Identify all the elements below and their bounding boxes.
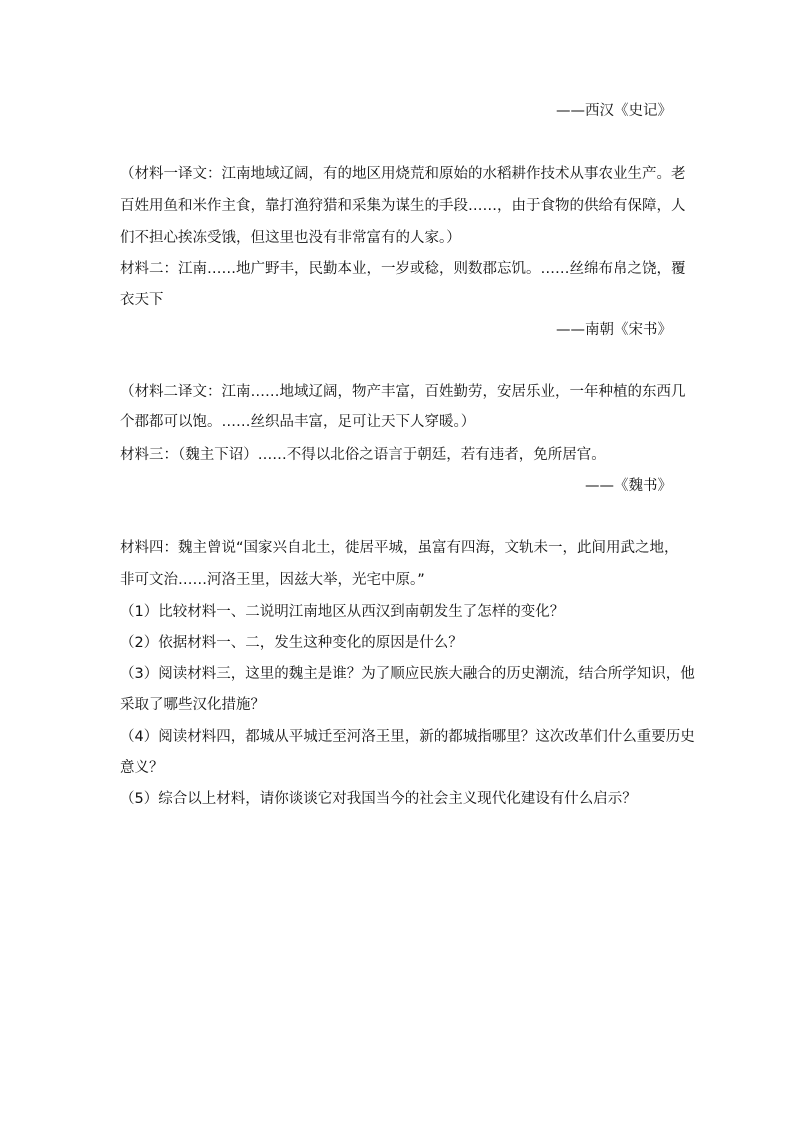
material2-translation-line: 个郡都可以饱。……丝织品丰富，足可让天下人穿暖。）	[120, 414, 476, 430]
material2-translation-line: （材料二译文：江南……地域辽阔，物产丰富，百姓勤劳，安居乐业，一年种植的东西几	[120, 384, 686, 400]
question-4-line-2: 意义？	[120, 760, 164, 776]
material2-source: ——南朝《宋书》	[556, 322, 672, 338]
question-4-line-1: （4）阅读材料四，都城从平城迁至河洛王里，新的都城指哪里？这次改革们什么重要历史	[120, 729, 695, 745]
material4-text-line: 材料四：魏主曾说“国家兴自北土，徙居平城，虽富有四海，文轨未一，此间用武之地，	[120, 540, 679, 556]
material1-translation-line: 们不担心挨冻受饿，但这里也没有非常富有的人家。）	[120, 230, 461, 246]
material4-text-line: 非可文治……河洛王里，因兹大举，光宅中原。”	[120, 572, 425, 588]
material2-text-line: 材料二：江南……地广野丰，民勤本业，一岁或稔，则数郡忘饥。……丝绵布帛之饶，覆	[120, 261, 686, 277]
material1-translation-line: 百姓用鱼和米作主食，靠打渔狩猎和采集为谋生的手段……，由于食物的供给有保障，人	[120, 198, 686, 214]
question-3-line-2: 采取了哪些汉化措施？	[120, 697, 265, 713]
question-5: （5）综合以上材料，请你谈谈它对我国当今的社会主义现代化建设有什么启示？	[120, 791, 637, 807]
material3-source: ——《魏书》	[585, 478, 672, 494]
material1-source: ——西汉《史记》	[556, 103, 672, 119]
material1-translation-line: （材料一译文：江南地域辽阔，有的地区用烧荒和原始的水稻耕作技术从事农业生产。老	[120, 166, 686, 182]
question-2: （2）依据材料一、二，发生这种变化的原因是什么？	[120, 635, 463, 651]
material2-text-line: 衣天下	[120, 292, 164, 308]
material3-text: 材料三：（魏主下诏）……不得以北俗之语言于朝廷，若有违者，免所居官。	[120, 447, 606, 463]
question-1: （1）比较材料一、二说明江南地区从西汉到南朝发生了怎样的变化？	[120, 604, 565, 620]
question-3-line-1: （3）阅读材料三，这里的魏主是谁？为了顺应民族大融合的历史潮流，结合所学知识，他	[120, 666, 695, 682]
